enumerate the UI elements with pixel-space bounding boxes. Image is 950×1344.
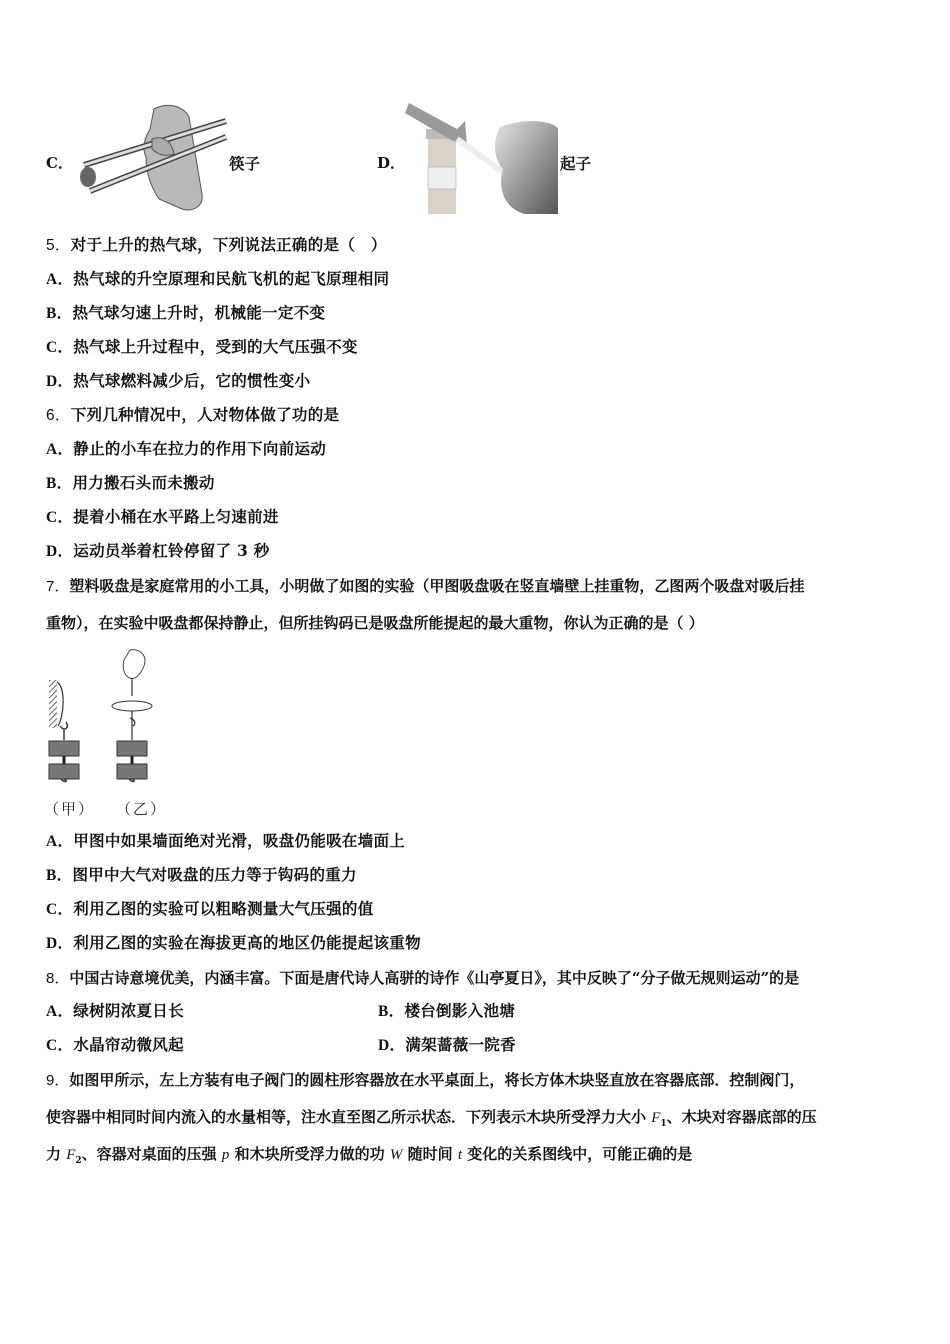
q6-option-a: A．静止的小车在拉力的作用下向前运动 <box>46 439 327 458</box>
q5-option-c: C．热气球上升过程中，受到的大气压强不变 <box>46 337 358 356</box>
q4-option-d-text: 起子 <box>560 154 592 173</box>
q6-number: 6． <box>46 407 71 424</box>
q4-option-c-label: C． <box>46 154 73 172</box>
q8-stem: 8．中国古诗意境优美，内涵丰富。下面是唐代诗人高骈的诗作《山亭夏日》，其中反映了“分子做无规则运动”的是 <box>46 969 800 987</box>
q4-option-d-label: D． <box>377 154 406 172</box>
bottle-opener-image <box>405 99 560 214</box>
q8-option-c: C．水晶帘动微风起 <box>46 1035 184 1054</box>
q9-stem-line1: 9．如图甲所示，左上方装有电子阀门的圆柱形容器放在水平桌面上，将长方体木块竖直放在容器底部．控制阀门， <box>46 1071 805 1089</box>
figure-caption-yi: （乙） <box>116 800 168 818</box>
q5-number: 5． <box>46 237 71 254</box>
q5-option-a: A．热气球的升空原理和民航飞机的起飞原理相同 <box>46 269 390 288</box>
q5-stem <box>46 235 387 256</box>
q7-option-b: B．图甲中大气对吸盘的压力等于钩码的重力 <box>46 865 357 884</box>
suction-cup-figure <box>44 646 174 786</box>
q7-number: 7． <box>46 578 70 595</box>
q7-option-d: D．利用乙图的实验在海拔更高的地区仍能提起该重物 <box>46 933 421 952</box>
q4-option-c-text: 筷子 <box>229 154 261 173</box>
q5-stem-text: 对于上升的热气球，下列说法正确的是（ ） <box>70 235 387 254</box>
q9-stem-line3: 力 $F_2$、容器对桌面的压强 p 和木块所受浮力做的功 W 随时间 t 变化的关系图线中，可能正确的是 <box>46 1145 693 1166</box>
q8-number: 8． <box>46 970 70 987</box>
q8-option-a: A．绿树阴浓夏日长 <box>46 1001 184 1020</box>
q6-option-b: B．用力搬石头而未搬动 <box>46 473 215 492</box>
chopsticks-image <box>74 99 229 214</box>
q9-stem-line2: 使容器中相同时间内流入的水量相等，注水直至图乙所示状态．下列表示木块所受浮力大小 $F_1$、木块对容器底部的压 <box>46 1108 817 1129</box>
figure-caption-jia: （甲） <box>44 800 96 818</box>
q6-stem <box>46 405 339 426</box>
q7-stem-line2: 重物），在实验中吸盘都保持静止，但所挂钩码已是吸盘所能提起的最大重物，你认为正确的是（ ） <box>46 614 704 632</box>
q5-option-d: D．热气球燃料减少后，它的惯性变小 <box>46 371 311 390</box>
q9-number: 9． <box>46 1072 70 1089</box>
q8-option-b: B．楼台倒影入池塘 <box>378 1001 516 1020</box>
q6-option-d: D．运动员举着杠铃停留了 3 秒 <box>46 541 270 560</box>
q6-stem-text: 下列几种情况中，人对物体做了功的是 <box>70 405 340 424</box>
q7-option-a: A．甲图中如果墙面绝对光滑，吸盘仍能吸在墙面上 <box>46 831 406 850</box>
q7-option-c: C．利用乙图的实验可以粗略测量大气压强的值 <box>46 899 374 918</box>
q7-stem-line1: 7．塑料吸盘是家庭常用的小工具，小明做了如图的实验（甲图吸盘吸在竖直墙壁上挂重物，乙图两个吸盘对吸后挂 <box>46 577 805 595</box>
q6-option-c: C．提着小桶在水平路上匀速前进 <box>46 507 279 526</box>
q5-option-b: B．热气球匀速上升时，机械能一定不变 <box>46 303 326 322</box>
q8-option-d: D．满架蔷薇一院香 <box>378 1035 516 1054</box>
